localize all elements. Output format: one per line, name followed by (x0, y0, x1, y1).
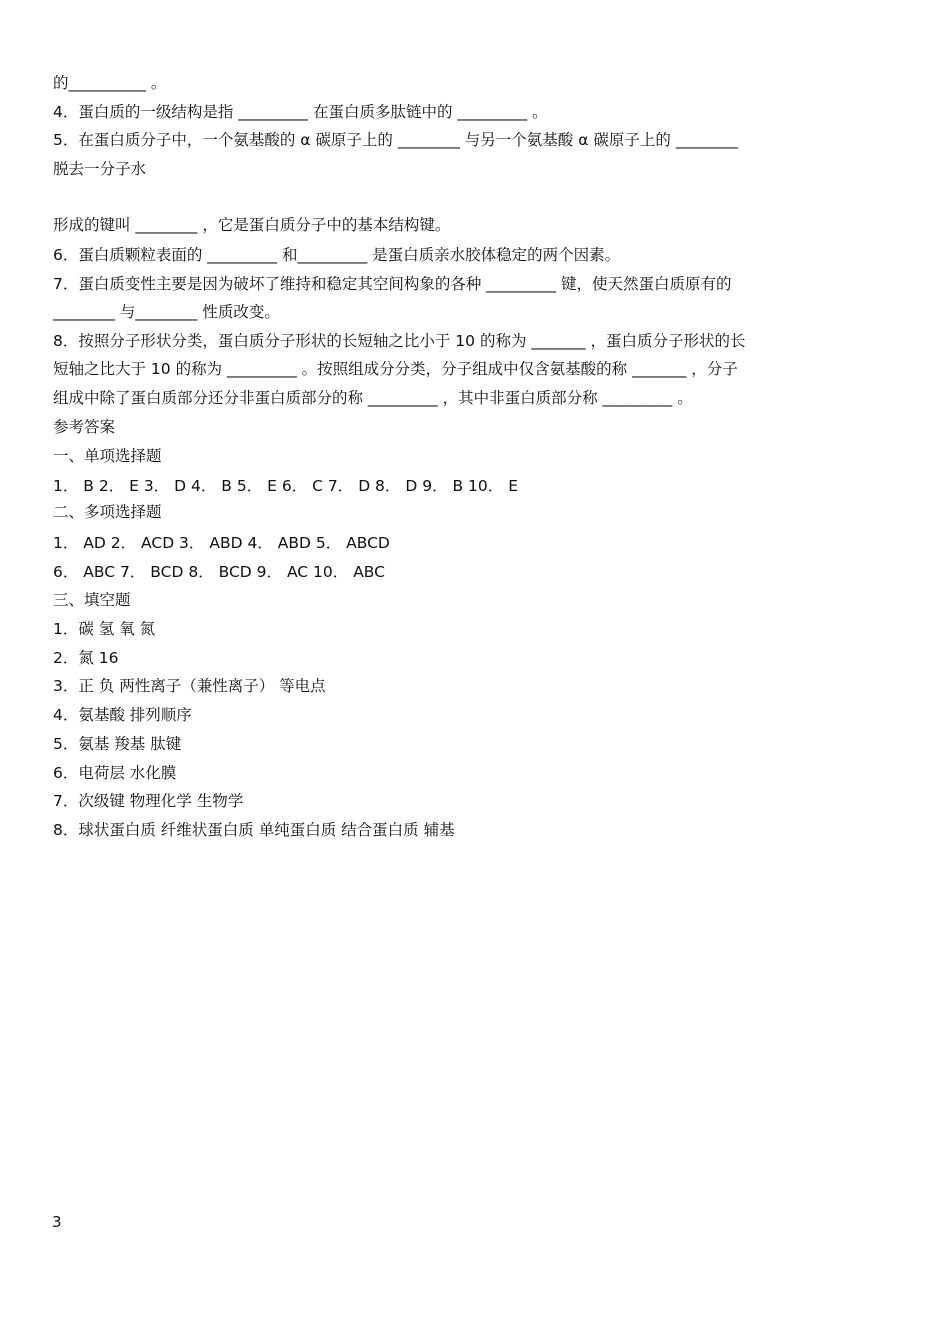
fill-answer-7: 7．次级键 物理化学 生物学 (53, 792, 244, 810)
question-5-line-2: 脱去一分子水 (53, 160, 147, 178)
section-1-title: 一、单项选择题 (53, 447, 162, 465)
section-2-answers-2: 6． ABC 7． BCD 8． BCD 9． AC 10． ABC (53, 563, 385, 581)
question-5-line-3: 形成的键叫 ________ ，它是蛋白质分子中的基本结构键。 (53, 216, 451, 234)
question-3-tail: 的__________ 。 (53, 74, 167, 92)
section-2-answers-1: 1． AD 2． ACD 3． ABD 4． ABD 5． ABCD (53, 534, 390, 552)
section-1-answers: 1． B 2． E 3． D 4． B 5． E 6． C 7． D 8． D 9． B 10． E (53, 477, 519, 495)
question-7-line-2: ________ 与________ 性质改变。 (53, 303, 280, 321)
question-8-line-1: 8．按照分子形状分类，蛋白质分子形状的长短轴之比小于 10 的称为 _______ ，蛋白质分子形状的长 (53, 332, 746, 350)
page-number: 3 (52, 1213, 62, 1231)
question-5-line-1: 5．在蛋白质分子中，一个氨基酸的 α 碳原子上的 ________ 与另一个氨基酸 α 碳原子上的 ________ (53, 131, 738, 149)
question-4: 4．蛋白质的一级结构是指 _________ 在蛋白质多肽链中的 _________ 。 (53, 103, 548, 121)
question-8-line-2: 短轴之比大于 10 的称为 _________ 。按照组成分分类，分子组成中仅含氨基酸的称 _______ ，分子 (53, 360, 738, 378)
section-2-title: 二、多项选择题 (53, 503, 162, 521)
fill-answer-4: 4．氨基酸 排列顺序 (53, 706, 192, 724)
fill-answer-6: 6．电荷层 水化膜 (53, 764, 177, 782)
fill-answer-5: 5．氨基 羧基 肽键 (53, 735, 182, 753)
fill-answer-8: 8．球状蛋白质 纤维状蛋白质 单纯蛋白质 结合蛋白质 辅基 (53, 821, 455, 839)
answers-heading: 参考答案 (53, 418, 116, 436)
fill-answer-3: 3．正 负 两性离子（兼性离子） 等电点 (53, 677, 326, 695)
fill-answer-1: 1．碳 氢 氧 氮 (53, 620, 156, 638)
question-8-line-3: 组成中除了蛋白质部分还分非蛋白质部分的称 _________ ，其中非蛋白质部分称 _________ 。 (53, 389, 693, 407)
fill-answer-2: 2．氮 16 (53, 649, 119, 667)
question-7-line-1: 7．蛋白质变性主要是因为破坏了维持和稳定其空间构象的各种 _________ 键，使天然蛋白质原有的 (53, 275, 732, 293)
question-6: 6．蛋白质颗粒表面的 _________ 和_________ 是蛋白质亲水胶体稳定的两个因素。 (53, 246, 621, 264)
section-3-title: 三、填空题 (53, 591, 131, 609)
